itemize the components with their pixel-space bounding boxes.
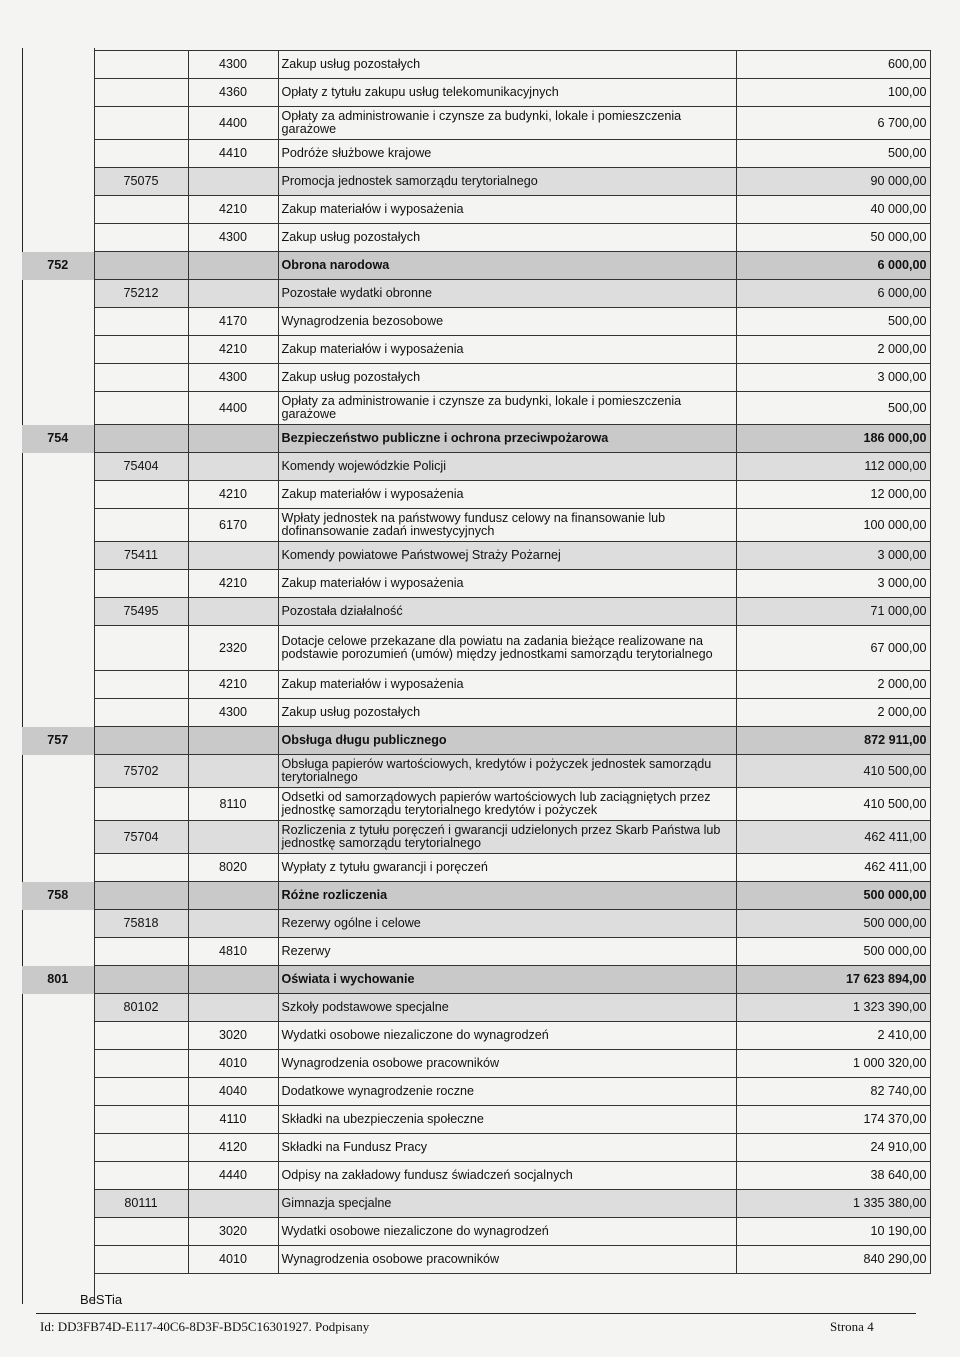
amount-cell: 71 000,00: [736, 598, 930, 626]
amount-cell: 12 000,00: [736, 481, 930, 509]
section-code-cell: [22, 51, 94, 79]
paragraph-code-cell: 4210: [188, 481, 278, 509]
amount-cell: 500,00: [736, 140, 930, 168]
section-code-cell: [22, 509, 94, 542]
paragraph-row: [22, 1134, 930, 1162]
chapter-code-cell: [94, 196, 188, 224]
paragraph-row: [22, 938, 930, 966]
paragraph-code-cell: 4010: [188, 1246, 278, 1274]
amount-cell: 500 000,00: [736, 910, 930, 938]
section-code-cell: [22, 938, 94, 966]
paragraph-code-cell: 6170: [188, 509, 278, 542]
paragraph-code-cell: 4210: [188, 336, 278, 364]
amount-cell: 100,00: [736, 79, 930, 107]
section-code-cell: [22, 910, 94, 938]
description-cell: Komendy wojewódzkie Policji: [278, 453, 736, 481]
section-code-cell: [22, 570, 94, 598]
paragraph-code-cell: 4810: [188, 938, 278, 966]
amount-cell: 40 000,00: [736, 196, 930, 224]
chapter-code-cell: [94, 509, 188, 542]
section-code-cell: [22, 671, 94, 699]
description-cell: Dotacje celowe przekazane dla powiatu na zadania bieżące realizowane na podstawie porozumień (umów) między jednostkami samorządu terytorialnego: [278, 626, 736, 671]
description-cell: Różne rozliczenia: [278, 882, 736, 910]
paragraph-row: [22, 224, 930, 252]
description-cell: Gimnazja specjalne: [278, 1190, 736, 1218]
amount-cell: 1 335 380,00: [736, 1190, 930, 1218]
paragraph-code-cell: [188, 882, 278, 910]
chapter-code-cell: 80111: [94, 1190, 188, 1218]
description-cell: Odsetki od samorządowych papierów wartościowych lub zaciągniętych przez jednostkę samorządu terytorialnego kredytów i pożyczek: [278, 788, 736, 821]
chapter-code-cell: [94, 1134, 188, 1162]
section-row: [22, 727, 930, 755]
chapter-code-cell: [94, 1022, 188, 1050]
description-cell: Podróże służbowe krajowe: [278, 140, 736, 168]
description-cell: Promocja jednostek samorządu terytorialnego: [278, 168, 736, 196]
amount-cell: 872 911,00: [736, 727, 930, 755]
paragraph-code-cell: 4300: [188, 699, 278, 727]
description-cell: Opłaty za administrowanie i czynsze za budynki, lokale i pomieszczenia garażowe: [278, 392, 736, 425]
chapter-code-cell: [94, 140, 188, 168]
section-code-cell: 758: [22, 882, 94, 910]
paragraph-row: [22, 626, 930, 671]
description-cell: Składki na Fundusz Pracy: [278, 1134, 736, 1162]
section-code-cell: [22, 1218, 94, 1246]
amount-cell: 6 000,00: [736, 252, 930, 280]
section-row: [22, 882, 930, 910]
amount-cell: 500 000,00: [736, 882, 930, 910]
section-code-cell: [22, 1246, 94, 1274]
amount-cell: 17 623 894,00: [736, 966, 930, 994]
amount-cell: 500,00: [736, 392, 930, 425]
paragraph-row: [22, 481, 930, 509]
chapter-code-cell: [94, 107, 188, 140]
chapter-code-cell: [94, 425, 188, 453]
amount-cell: 1 323 390,00: [736, 994, 930, 1022]
paragraph-code-cell: 4400: [188, 392, 278, 425]
chapter-code-cell: [94, 392, 188, 425]
amount-cell: 82 740,00: [736, 1078, 930, 1106]
description-cell: Rezerwy: [278, 938, 736, 966]
amount-cell: 10 190,00: [736, 1218, 930, 1246]
section-code-cell: 754: [22, 425, 94, 453]
chapter-row: [22, 168, 930, 196]
section-code-cell: [22, 1162, 94, 1190]
description-cell: Zakup usług pozostałych: [278, 364, 736, 392]
section-code-cell: [22, 1022, 94, 1050]
paragraph-row: [22, 1106, 930, 1134]
paragraph-code-cell: 8110: [188, 788, 278, 821]
amount-cell: 462 411,00: [736, 854, 930, 882]
paragraph-code-cell: [188, 1190, 278, 1218]
paragraph-code-cell: 4210: [188, 671, 278, 699]
paragraph-code-cell: [188, 821, 278, 854]
chapter-code-cell: [94, 699, 188, 727]
paragraph-row: [22, 509, 930, 542]
paragraph-code-cell: [188, 168, 278, 196]
paragraph-code-cell: 4300: [188, 364, 278, 392]
section-code-cell: [22, 788, 94, 821]
amount-cell: 3 000,00: [736, 364, 930, 392]
amount-cell: 6 700,00: [736, 107, 930, 140]
paragraph-code-cell: [188, 453, 278, 481]
chapter-code-cell: [94, 1246, 188, 1274]
description-cell: Zakup usług pozostałych: [278, 699, 736, 727]
description-cell: Wpłaty jednostek na państwowy fundusz celowy na finansowanie lub dofinansowanie zadań inwestycyjnych: [278, 509, 736, 542]
chapter-code-cell: 75704: [94, 821, 188, 854]
paragraph-row: [22, 788, 930, 821]
paragraph-row: [22, 1218, 930, 1246]
description-cell: Dodatkowe wynagrodzenie roczne: [278, 1078, 736, 1106]
section-code-cell: [22, 699, 94, 727]
paragraph-row: [22, 107, 930, 140]
paragraph-row: [22, 1162, 930, 1190]
description-cell: Zakup materiałów i wyposażenia: [278, 196, 736, 224]
amount-cell: 174 370,00: [736, 1106, 930, 1134]
description-cell: Rezerwy ogólne i celowe: [278, 910, 736, 938]
amount-cell: 2 410,00: [736, 1022, 930, 1050]
section-row: [22, 252, 930, 280]
description-cell: Zakup usług pozostałych: [278, 224, 736, 252]
amount-cell: 112 000,00: [736, 453, 930, 481]
paragraph-code-cell: [188, 910, 278, 938]
description-cell: Pozostała działalność: [278, 598, 736, 626]
description-cell: Zakup materiałów i wyposażenia: [278, 570, 736, 598]
chapter-code-cell: 75212: [94, 280, 188, 308]
section-code-cell: [22, 140, 94, 168]
amount-cell: 500 000,00: [736, 938, 930, 966]
amount-cell: 600,00: [736, 51, 930, 79]
amount-cell: 2 000,00: [736, 671, 930, 699]
paragraph-code-cell: 4170: [188, 308, 278, 336]
paragraph-row: [22, 1022, 930, 1050]
section-code-cell: [22, 542, 94, 570]
chapter-code-cell: [94, 1106, 188, 1134]
chapter-row: [22, 821, 930, 854]
paragraph-row: [22, 570, 930, 598]
paragraph-code-cell: 3020: [188, 1022, 278, 1050]
paragraph-code-cell: 4440: [188, 1162, 278, 1190]
expenditure-table: [22, 50, 931, 1274]
paragraph-code-cell: 2320: [188, 626, 278, 671]
section-code-cell: 801: [22, 966, 94, 994]
chapter-code-cell: 75702: [94, 755, 188, 788]
amount-cell: 100 000,00: [736, 509, 930, 542]
section-code-cell: [22, 1134, 94, 1162]
paragraph-code-cell: 4360: [188, 79, 278, 107]
chapter-code-cell: [94, 481, 188, 509]
amount-cell: 3 000,00: [736, 570, 930, 598]
amount-cell: 50 000,00: [736, 224, 930, 252]
chapter-row: [22, 910, 930, 938]
footer-document-id: Id: DD3FB74D-E117-40C6-8D3F-BD5C16301927. Podpisany: [40, 1319, 370, 1334]
section-code-cell: [22, 821, 94, 854]
chapter-row: [22, 755, 930, 788]
chapter-code-cell: 75075: [94, 168, 188, 196]
description-cell: Wynagrodzenia osobowe pracowników: [278, 1050, 736, 1078]
chapter-code-cell: [94, 1162, 188, 1190]
chapter-code-cell: [94, 938, 188, 966]
paragraph-code-cell: [188, 252, 278, 280]
section-code-cell: [22, 453, 94, 481]
description-cell: Wydatki osobowe niezaliczone do wynagrodzeń: [278, 1022, 736, 1050]
paragraph-code-cell: 4300: [188, 224, 278, 252]
chapter-code-cell: 75404: [94, 453, 188, 481]
chapter-code-cell: 80102: [94, 994, 188, 1022]
paragraph-code-cell: 4110: [188, 1106, 278, 1134]
chapter-code-cell: [94, 882, 188, 910]
amount-cell: 186 000,00: [736, 425, 930, 453]
chapter-code-cell: 75818: [94, 910, 188, 938]
section-code-cell: [22, 308, 94, 336]
description-cell: Składki na ubezpieczenia społeczne: [278, 1106, 736, 1134]
description-cell: Obsługa papierów wartościowych, kredytów i pożyczek jednostek samorządu terytorialnego: [278, 755, 736, 788]
section-code-cell: [22, 626, 94, 671]
description-cell: Zakup materiałów i wyposażenia: [278, 481, 736, 509]
chapter-row: [22, 1190, 930, 1218]
section-code-cell: [22, 196, 94, 224]
paragraph-row: [22, 196, 930, 224]
footer-brand: BeSTia: [80, 1292, 123, 1307]
section-code-cell: 757: [22, 727, 94, 755]
amount-cell: 3 000,00: [736, 542, 930, 570]
section-code-cell: [22, 994, 94, 1022]
paragraph-code-cell: 4120: [188, 1134, 278, 1162]
amount-cell: 840 290,00: [736, 1246, 930, 1274]
amount-cell: 90 000,00: [736, 168, 930, 196]
chapter-row: [22, 542, 930, 570]
chapter-code-cell: [94, 966, 188, 994]
amount-cell: 410 500,00: [736, 788, 930, 821]
paragraph-code-cell: [188, 966, 278, 994]
description-cell: Obrona narodowa: [278, 252, 736, 280]
section-code-cell: [22, 224, 94, 252]
chapter-code-cell: [94, 336, 188, 364]
description-cell: Pozostałe wydatki obronne: [278, 280, 736, 308]
description-cell: Obsługa długu publicznego: [278, 727, 736, 755]
chapter-code-cell: [94, 570, 188, 598]
paragraph-code-cell: [188, 425, 278, 453]
paragraph-code-cell: [188, 755, 278, 788]
paragraph-code-cell: 4210: [188, 196, 278, 224]
paragraph-code-cell: 4040: [188, 1078, 278, 1106]
chapter-code-cell: [94, 1078, 188, 1106]
paragraph-code-cell: 4300: [188, 51, 278, 79]
chapter-row: [22, 280, 930, 308]
chapter-code-cell: [94, 727, 188, 755]
footer-divider: [36, 1313, 916, 1314]
section-row: [22, 966, 930, 994]
chapter-code-cell: [94, 854, 188, 882]
paragraph-code-cell: 4010: [188, 1050, 278, 1078]
paragraph-row: [22, 699, 930, 727]
amount-cell: 1 000 320,00: [736, 1050, 930, 1078]
paragraph-row: [22, 671, 930, 699]
description-cell: Zakup materiałów i wyposażenia: [278, 671, 736, 699]
section-code-cell: [22, 79, 94, 107]
section-code-cell: [22, 854, 94, 882]
paragraph-row: [22, 1050, 930, 1078]
paragraph-code-cell: [188, 280, 278, 308]
paragraph-code-cell: [188, 542, 278, 570]
chapter-code-cell: 75411: [94, 542, 188, 570]
chapter-code-cell: 75495: [94, 598, 188, 626]
footer-page-number: Strona 4: [830, 1319, 874, 1334]
paragraph-code-cell: 4400: [188, 107, 278, 140]
chapter-code-cell: [94, 626, 188, 671]
paragraph-row: [22, 336, 930, 364]
description-cell: Odpisy na zakładowy fundusz świadczeń socjalnych: [278, 1162, 736, 1190]
section-code-cell: [22, 364, 94, 392]
paragraph-code-cell: 4210: [188, 570, 278, 598]
chapter-code-cell: [94, 1050, 188, 1078]
description-cell: Wydatki osobowe niezaliczone do wynagrodzeń: [278, 1218, 736, 1246]
chapter-code-cell: [94, 1218, 188, 1246]
paragraph-code-cell: [188, 994, 278, 1022]
expenditure-table-body: [22, 51, 930, 1274]
amount-cell: 410 500,00: [736, 755, 930, 788]
paragraph-code-cell: 8020: [188, 854, 278, 882]
amount-cell: 24 910,00: [736, 1134, 930, 1162]
description-cell: Rozliczenia z tytułu poręczeń i gwarancji udzielonych przez Skarb Państwa lub jednostkę samorządu terytorialnego: [278, 821, 736, 854]
paragraph-row: [22, 1246, 930, 1274]
section-code-cell: [22, 107, 94, 140]
paragraph-code-cell: [188, 727, 278, 755]
chapter-row: [22, 453, 930, 481]
paragraph-code-cell: 4410: [188, 140, 278, 168]
section-code-cell: [22, 392, 94, 425]
description-cell: Wynagrodzenia osobowe pracowników: [278, 1246, 736, 1274]
chapter-code-cell: [94, 308, 188, 336]
description-cell: Zakup usług pozostałych: [278, 51, 736, 79]
amount-cell: 67 000,00: [736, 626, 930, 671]
amount-cell: 2 000,00: [736, 336, 930, 364]
chapter-code-cell: [94, 51, 188, 79]
section-row: [22, 425, 930, 453]
paragraph-row: [22, 140, 930, 168]
paragraph-row: [22, 79, 930, 107]
chapter-code-cell: [94, 788, 188, 821]
description-cell: Wynagrodzenia bezosobowe: [278, 308, 736, 336]
amount-cell: 2 000,00: [736, 699, 930, 727]
chapter-row: [22, 598, 930, 626]
paragraph-row: [22, 1078, 930, 1106]
section-code-cell: [22, 755, 94, 788]
chapter-code-cell: [94, 364, 188, 392]
chapter-code-cell: [94, 671, 188, 699]
chapter-row: [22, 994, 930, 1022]
section-code-cell: [22, 481, 94, 509]
amount-cell: 500,00: [736, 308, 930, 336]
section-code-cell: [22, 1050, 94, 1078]
section-code-cell: [22, 1106, 94, 1134]
section-code-cell: [22, 336, 94, 364]
description-cell: Oświata i wychowanie: [278, 966, 736, 994]
paragraph-row: [22, 51, 930, 79]
chapter-code-cell: [94, 224, 188, 252]
paragraph-row: [22, 364, 930, 392]
paragraph-code-cell: [188, 598, 278, 626]
section-code-cell: 752: [22, 252, 94, 280]
paragraph-code-cell: 3020: [188, 1218, 278, 1246]
chapter-code-cell: [94, 252, 188, 280]
section-code-cell: [22, 1078, 94, 1106]
description-cell: Opłaty za administrowanie i czynsze za budynki, lokale i pomieszczenia garażowe: [278, 107, 736, 140]
chapter-code-cell: [94, 79, 188, 107]
description-cell: Bezpieczeństwo publiczne i ochrona przeciwpożarowa: [278, 425, 736, 453]
description-cell: Komendy powiatowe Państwowej Straży Pożarnej: [278, 542, 736, 570]
description-cell: Wypłaty z tytułu gwarancji i poręczeń: [278, 854, 736, 882]
amount-cell: 38 640,00: [736, 1162, 930, 1190]
section-code-cell: [22, 598, 94, 626]
paragraph-row: [22, 854, 930, 882]
description-cell: Opłaty z tytułu zakupu usług telekomunikacyjnych: [278, 79, 736, 107]
section-code-cell: [22, 1190, 94, 1218]
section-code-cell: [22, 280, 94, 308]
amount-cell: 6 000,00: [736, 280, 930, 308]
description-cell: Szkoły podstawowe specjalne: [278, 994, 736, 1022]
paragraph-row: [22, 308, 930, 336]
description-cell: Zakup materiałów i wyposażenia: [278, 336, 736, 364]
section-code-cell: [22, 168, 94, 196]
amount-cell: 462 411,00: [736, 821, 930, 854]
paragraph-row: [22, 392, 930, 425]
